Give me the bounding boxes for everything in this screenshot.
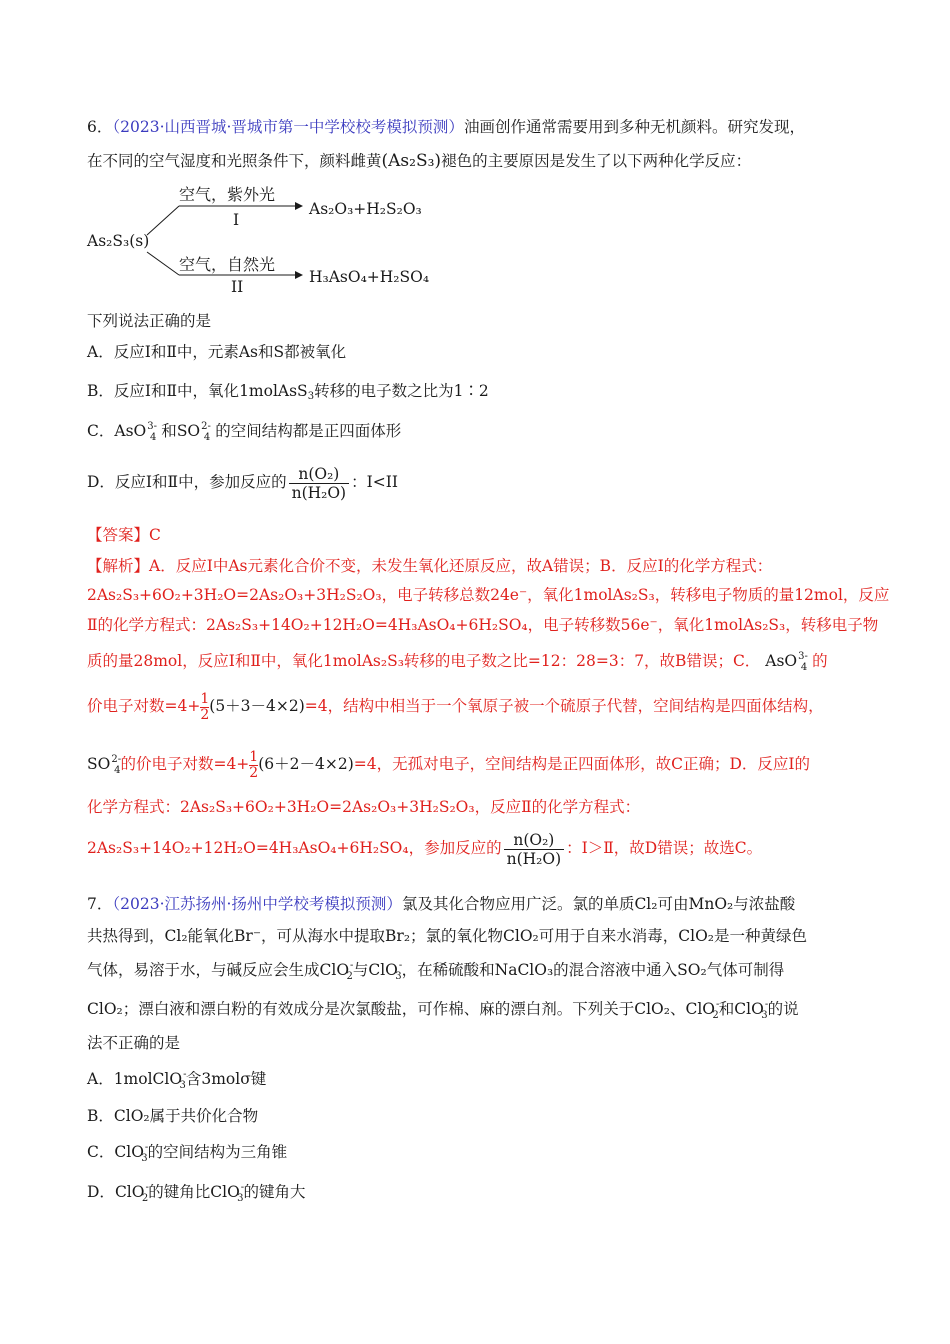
q7-stem-line-4: [87, 998, 799, 1023]
clo3-sub: 3: [395, 971, 402, 982]
clo3-sub-d: 3: [141, 1153, 148, 1164]
clo3-sub-b: 3: [761, 1010, 768, 1021]
q7-stem-4-post: 的说: [767, 1000, 799, 1018]
q7-stem-line-1: [87, 893, 795, 915]
clo2-sub-b: 2: [712, 1010, 719, 1021]
q6-stem-line-1: [87, 116, 805, 138]
clo2-sub-e: 2: [141, 1193, 149, 1204]
clo3-sub-e: 3: [237, 1193, 244, 1204]
clo3-sub-c: 3: [179, 1080, 186, 1091]
r2-product: H₃AsO₄+H₂SO₄: [309, 268, 430, 286]
aso4-ion-analysis: [765, 650, 807, 675]
clo3-ion-d: [114, 1141, 147, 1166]
clo2-base-e: ClO: [114, 1183, 145, 1201]
q6-option-c-pre: C．: [87, 422, 115, 440]
analysis-line-7: 化学方程式：2As₂S₃+6O₂+3H₂O=2As₂O₃+3H₂S₂O₃，反应Ⅱ的化学方程式：: [87, 798, 641, 816]
o2-h2o-fraction: [289, 465, 350, 502]
aso4-sub: 4: [149, 432, 157, 443]
so4-sub: 4: [203, 432, 211, 443]
as2s3-formula: (As₂S₃): [381, 151, 442, 171]
r1-product: As₂O₃+H₂S₂O₃: [309, 200, 422, 218]
q6-prompt: 下列说法正确的是: [87, 312, 212, 330]
aso4-base-a: AsO: [765, 652, 798, 670]
analysis-1: A．反应Ⅰ中As元素化合价不变，未发生氧化还原反应，故A错误；B．反应Ⅰ的化学方程式：: [149, 557, 773, 575]
clo3-base-b: ClO: [734, 1000, 764, 1018]
analysis-4-tail: 的: [812, 652, 828, 670]
q7-option-a-pre: A．1mol: [87, 1070, 153, 1088]
analysis-6-expr: (6＋2－4×2): [258, 755, 354, 773]
analysis-line-2: 2As₂S₃+6O₂+3H₂O=2As₂O₃+3H₂S₂O₃，电子转移总数24e⁻，氧化1molAs₂S₃，转移电子物质的量12mol，反应: [87, 586, 890, 604]
so4-ion-analysis: [87, 744, 120, 787]
analysis-6-post: =4，无孤对电子，空间结构是正四面体形，故C正确；D．反应Ⅰ的: [353, 755, 811, 773]
clo3-ion: [368, 959, 401, 984]
clo3-base-e: ClO: [210, 1183, 240, 1201]
clo2-ion: [320, 959, 353, 984]
q6-option-b-formula: 1molAsS: [239, 382, 308, 400]
aso4-ion: [114, 420, 156, 445]
q7-stem-3: 在稀硫酸和NaClO₃的混合溶液中通入SO₂气体可制得: [417, 961, 785, 979]
q7-option-d: [87, 1181, 306, 1206]
half-fraction-2: [249, 750, 258, 781]
q7-option-c-pre: C．: [87, 1143, 115, 1161]
q6-option-d-post: ：I<II: [351, 473, 398, 491]
q7-source: （2023·江苏扬州·扬州中学校考模拟预测）: [112, 895, 402, 913]
r2-numeral: II: [231, 278, 244, 296]
q7-stem-1: 氯及其化合物应用广泛。氯的单质Cl₂可由MnO₂与浓盐酸: [401, 895, 796, 913]
q6-stem-2b: 褪色的主要原因是发生了以下两种化学反应：: [441, 152, 752, 170]
clo3-base: ClO: [368, 961, 398, 979]
q7-stem-line-5: 法不正确的是: [87, 1034, 181, 1052]
q6-stem-1: 油画创作通常需要用到多种无机颜料。研究发现，: [463, 118, 805, 136]
clo3-ion-b: [734, 998, 767, 1023]
q7-option-d-pre: D．: [87, 1183, 115, 1201]
q6-option-d: [87, 462, 398, 502]
so4-base-a: SO: [87, 755, 111, 773]
so4-charge: 2-: [201, 421, 211, 432]
q6-option-b-sub: 3: [307, 391, 315, 402]
analysis-line-6: [87, 744, 810, 787]
q6-number: 6．: [87, 118, 113, 136]
q7-option-d-mid: 的键角比: [148, 1183, 211, 1201]
clo3-base-c: ClO: [152, 1070, 183, 1088]
analysis-5-expr: (5＋3－4×2): [209, 697, 305, 715]
analysis-5-pre: 价电子对数=4+: [87, 697, 201, 715]
so4-charge-a: 2-: [111, 754, 122, 765]
analysis-line-4: [87, 650, 828, 675]
fraction-numerator: n(O₂): [289, 465, 350, 484]
analysis-line-8: [87, 828, 762, 868]
clo2-charge-e: -: [145, 1182, 149, 1193]
clo3-ion-e: [210, 1181, 243, 1206]
q6-option-c: [87, 420, 401, 445]
q7-option-b: B．ClO₂属于共价化合物: [87, 1107, 259, 1125]
analysis-8-pre: 2As₂S₃+14O₂+12H₂O=4H₃AsO₄+6H₂SO₄，参加反应的: [87, 839, 502, 857]
q7-stem-3-and: 与: [352, 961, 369, 979]
analysis-6-pre: 的价电子对数=4+: [120, 755, 250, 773]
analysis-line-1: [87, 555, 772, 577]
clo2-charge: -: [350, 960, 354, 971]
aso4-charge: 3-: [147, 421, 157, 432]
q6-option-a: A．反应Ⅰ和Ⅱ中，元素As和S都被氧化: [87, 343, 347, 361]
half-num-1: 1: [200, 690, 210, 707]
clo2-sub: 2: [346, 971, 353, 982]
q7-option-a: [87, 1068, 266, 1093]
q7-option-a-post: 含3molσ键: [185, 1070, 267, 1088]
so4-ion: [177, 420, 210, 445]
q6-option-b: [87, 380, 489, 408]
q7-stem-4-and: 和: [718, 1000, 735, 1018]
analysis-line-5: [87, 686, 824, 726]
fraction-den-a: n(H₂O): [506, 849, 562, 868]
q6-option-c-and: 和: [161, 422, 177, 440]
clo2-base: ClO: [319, 961, 350, 979]
q7-option-c: [87, 1141, 287, 1166]
clo2-ion-e: [115, 1181, 148, 1206]
clo2-charge-b: -: [716, 999, 720, 1010]
analysis-head: 【解析】: [87, 557, 150, 575]
r1-numeral: I: [233, 211, 240, 229]
r1-condition: 空气，紫外光: [179, 185, 276, 204]
analysis-5-post: =4，结构中相当于一个氧原子被一个硫原子代替，空间结构是四面体结构，: [304, 697, 824, 715]
aso4-charge-a: 3-: [798, 651, 808, 662]
so4-base: SO: [176, 422, 201, 440]
aso4-sub-a: 4: [800, 662, 808, 673]
q7-stem-line-3: 气体，易溶于水，与碱反应会生成ClO-$_2$与ClO-$_3$，在稀硫酸和NaClO₃的混合溶液中通入SO₂气体可制得: [87, 960, 785, 982]
q6-option-d-pre: D．反应Ⅰ和Ⅱ中，参加反应的: [87, 473, 287, 491]
q7-stem-4-pre: ClO₂；漂白液和漂白粉的有效成分是次氯酸盐，可作棉、麻的漂白剂。下列关于ClO₂、: [87, 1000, 686, 1018]
analysis-4: 质的量28mol，反应Ⅰ和Ⅱ中，氧化1molAs₂S₃转移的电子数之比=12：28=3：7，故B错误；C．: [87, 652, 761, 670]
q6-option-b-post: 转移的电子数之比为1∶2: [314, 382, 489, 400]
q6-stem-line-2: [87, 150, 751, 172]
clo3-ion-c: [153, 1068, 186, 1093]
analysis-8-post: ：Ⅰ＞Ⅱ，故D错误；故选C。: [566, 839, 763, 857]
q6-answer: 【答案】C: [87, 526, 161, 544]
clo3-charge-e: -: [240, 1182, 245, 1193]
q6-option-c-post: 的空间结构都是正四面体形: [215, 422, 402, 440]
clo3-base-d: ClO: [114, 1143, 144, 1161]
half-den-1: 2: [200, 706, 210, 723]
half-num-2: 1: [249, 748, 259, 765]
reactant-label: As₂S₃(s): [87, 232, 150, 250]
clo3-charge-b: -: [764, 999, 769, 1010]
clo3-charge: -: [398, 960, 403, 971]
q7-stem-3-pre: 气体，易溶于水，与碱反应会生成: [87, 961, 320, 979]
r2-condition: 空气，自然光: [179, 255, 276, 274]
q6-stem-2a: 在不同的空气湿度和光照条件下，颜料雌黄: [87, 152, 382, 170]
q7-stem-line-2: 共热得到，Cl₂能氧化Br⁻，可从海水中提取Br₂；氯的氧化物ClO₂可用于自来水消毒，ClO₂是一种黄绿色: [87, 927, 808, 945]
aso4-base: AsO: [114, 422, 147, 440]
o2-h2o-fraction-analysis: [504, 831, 565, 868]
q7-option-c-post: 的空间结构为三角锥: [147, 1143, 288, 1161]
q7-number: 7．: [87, 895, 113, 913]
fraction-denominator: n(H₂O): [291, 483, 347, 502]
so4-sub-a: 4: [114, 765, 121, 776]
q6-option-b-pre: B．反应Ⅰ和Ⅱ中，氧化: [87, 382, 240, 400]
clo3-charge-d: -: [144, 1142, 149, 1153]
fraction-num-a: n(O₂): [504, 831, 565, 850]
half-den-2: 2: [249, 764, 259, 781]
clo2-ion-b: [685, 998, 718, 1023]
clo3-charge-c: -: [183, 1069, 187, 1080]
q7-option-d-post: 的键角大: [243, 1183, 306, 1201]
analysis-line-3: Ⅱ的化学方程式：2As₂S₃+14O₂+12H₂O=4H₃AsO₄+6H₂SO₄，电子转移数56e⁻，氧化1molAs₂S₃，转移电子物: [87, 616, 879, 634]
q6-source: （2023·山西晋城·晋城市第一中学校校考模拟预测）: [112, 118, 464, 136]
clo2-base-b: ClO: [685, 1000, 716, 1018]
reaction-scheme: [87, 178, 447, 298]
half-fraction-1: [200, 692, 209, 723]
